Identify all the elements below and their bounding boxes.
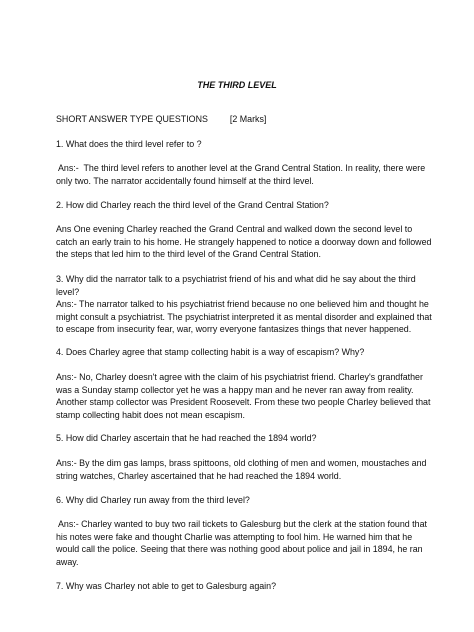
answer-4-line: stamp collecting habit does not mean escapism.: [56, 409, 245, 420]
document-title: THE THIRD LEVEL: [197, 80, 277, 90]
section-heading-label: SHORT ANSWER TYPE QUESTIONS: [56, 114, 208, 124]
answer-2-line: catch an early train to his home. He strangely happened to notice a doorway down and followed: [56, 236, 432, 247]
question-2-text: 2. How did Charley reach the third level of the Grand Central Station?: [56, 200, 329, 210]
question-7: [56, 580, 428, 593]
answer-6: [56, 518, 428, 568]
question-3-text: level?: [56, 286, 80, 297]
answer-6-line: away.: [56, 556, 79, 567]
answer-3-line: might consult a psychiatrist. The psychiatrist interpreted it as mental disorder and explained that: [56, 311, 432, 322]
question-5: [56, 432, 428, 445]
answer-4-line: was a Sunday stamp collector yet he was a happy man and he never ran away from reality.: [56, 384, 414, 395]
question-4-text: 4. Does Charley agree that stamp collecting habit is a way of escapism? Why?: [56, 347, 365, 357]
answer-6-line: Ans:- Charley wanted to buy two rail tickets to Galesburg but the clerk at the station found that: [56, 519, 427, 529]
answer-6-line: his notes were fake and thought Charlie was attempting to fool him. He warned him that he: [56, 531, 413, 542]
answer-1: [56, 162, 428, 187]
answer-3-line: to escape from insecurity fear, war, worry everyone fantasizes things that never happened.: [56, 324, 412, 335]
question-6-text: 6. Why did Charley run away from the third level?: [56, 495, 250, 505]
answer-3: [56, 298, 432, 336]
question-6: [56, 494, 428, 507]
question-7-text: 7. Why was Charley not able to get to Galesburg again?: [56, 581, 277, 591]
answer-4-line: Ans:- No, Charley doesn't agree with the claim of his psychiatrist friend. Charley's grandfather: [56, 372, 423, 382]
section-marks: [2 Marks]: [229, 114, 267, 124]
answer-4: [56, 371, 431, 421]
question-2: [56, 199, 428, 212]
answer-2-line: Ans One evening Charley reached the Grand Central and walked down the second level to: [56, 224, 413, 234]
answer-1-line: only two. The narrator accidentally found himself at the third level.: [56, 175, 314, 186]
answer-2-line: the steps that led him to the third level of the Grand Central Station.: [56, 249, 321, 260]
question-1: [56, 138, 428, 151]
answer-5-line: string watches, Charley ascertained that he had reached the 1894 world.: [56, 470, 342, 481]
answer-5: [56, 457, 428, 482]
question-4: [56, 346, 428, 359]
question-3: [56, 273, 428, 298]
question-5-text: 5. How did Charley ascertain that he had reached the 1894 world?: [56, 433, 317, 443]
answer-2: [56, 223, 432, 261]
question-3-text: 3. Why did the narrator talk to a psychiatrist friend of his and what did he say about the third: [56, 274, 416, 284]
answer-4-line: Another stamp collector was President Roosevelt. From these two people Charley believed that: [56, 397, 431, 408]
section-heading: [56, 113, 428, 126]
answer-3-line: Ans:- The narrator talked to his psychiatrist friend because no one believed him and thought he: [56, 299, 429, 309]
question-1-text: 1. What does the third level refer to ?: [56, 139, 202, 149]
answer-5-line: Ans:- By the dim gas lamps, brass spittoons, old clothing of men and women, moustaches and: [56, 458, 427, 468]
answer-6-line: would call the police. Seeing that there was nothing good about police and jail in 1894, he ran: [56, 544, 423, 555]
answer-1-line: Ans:- The third level refers to another level at the Grand Central Station. In reality, there were: [56, 163, 426, 173]
